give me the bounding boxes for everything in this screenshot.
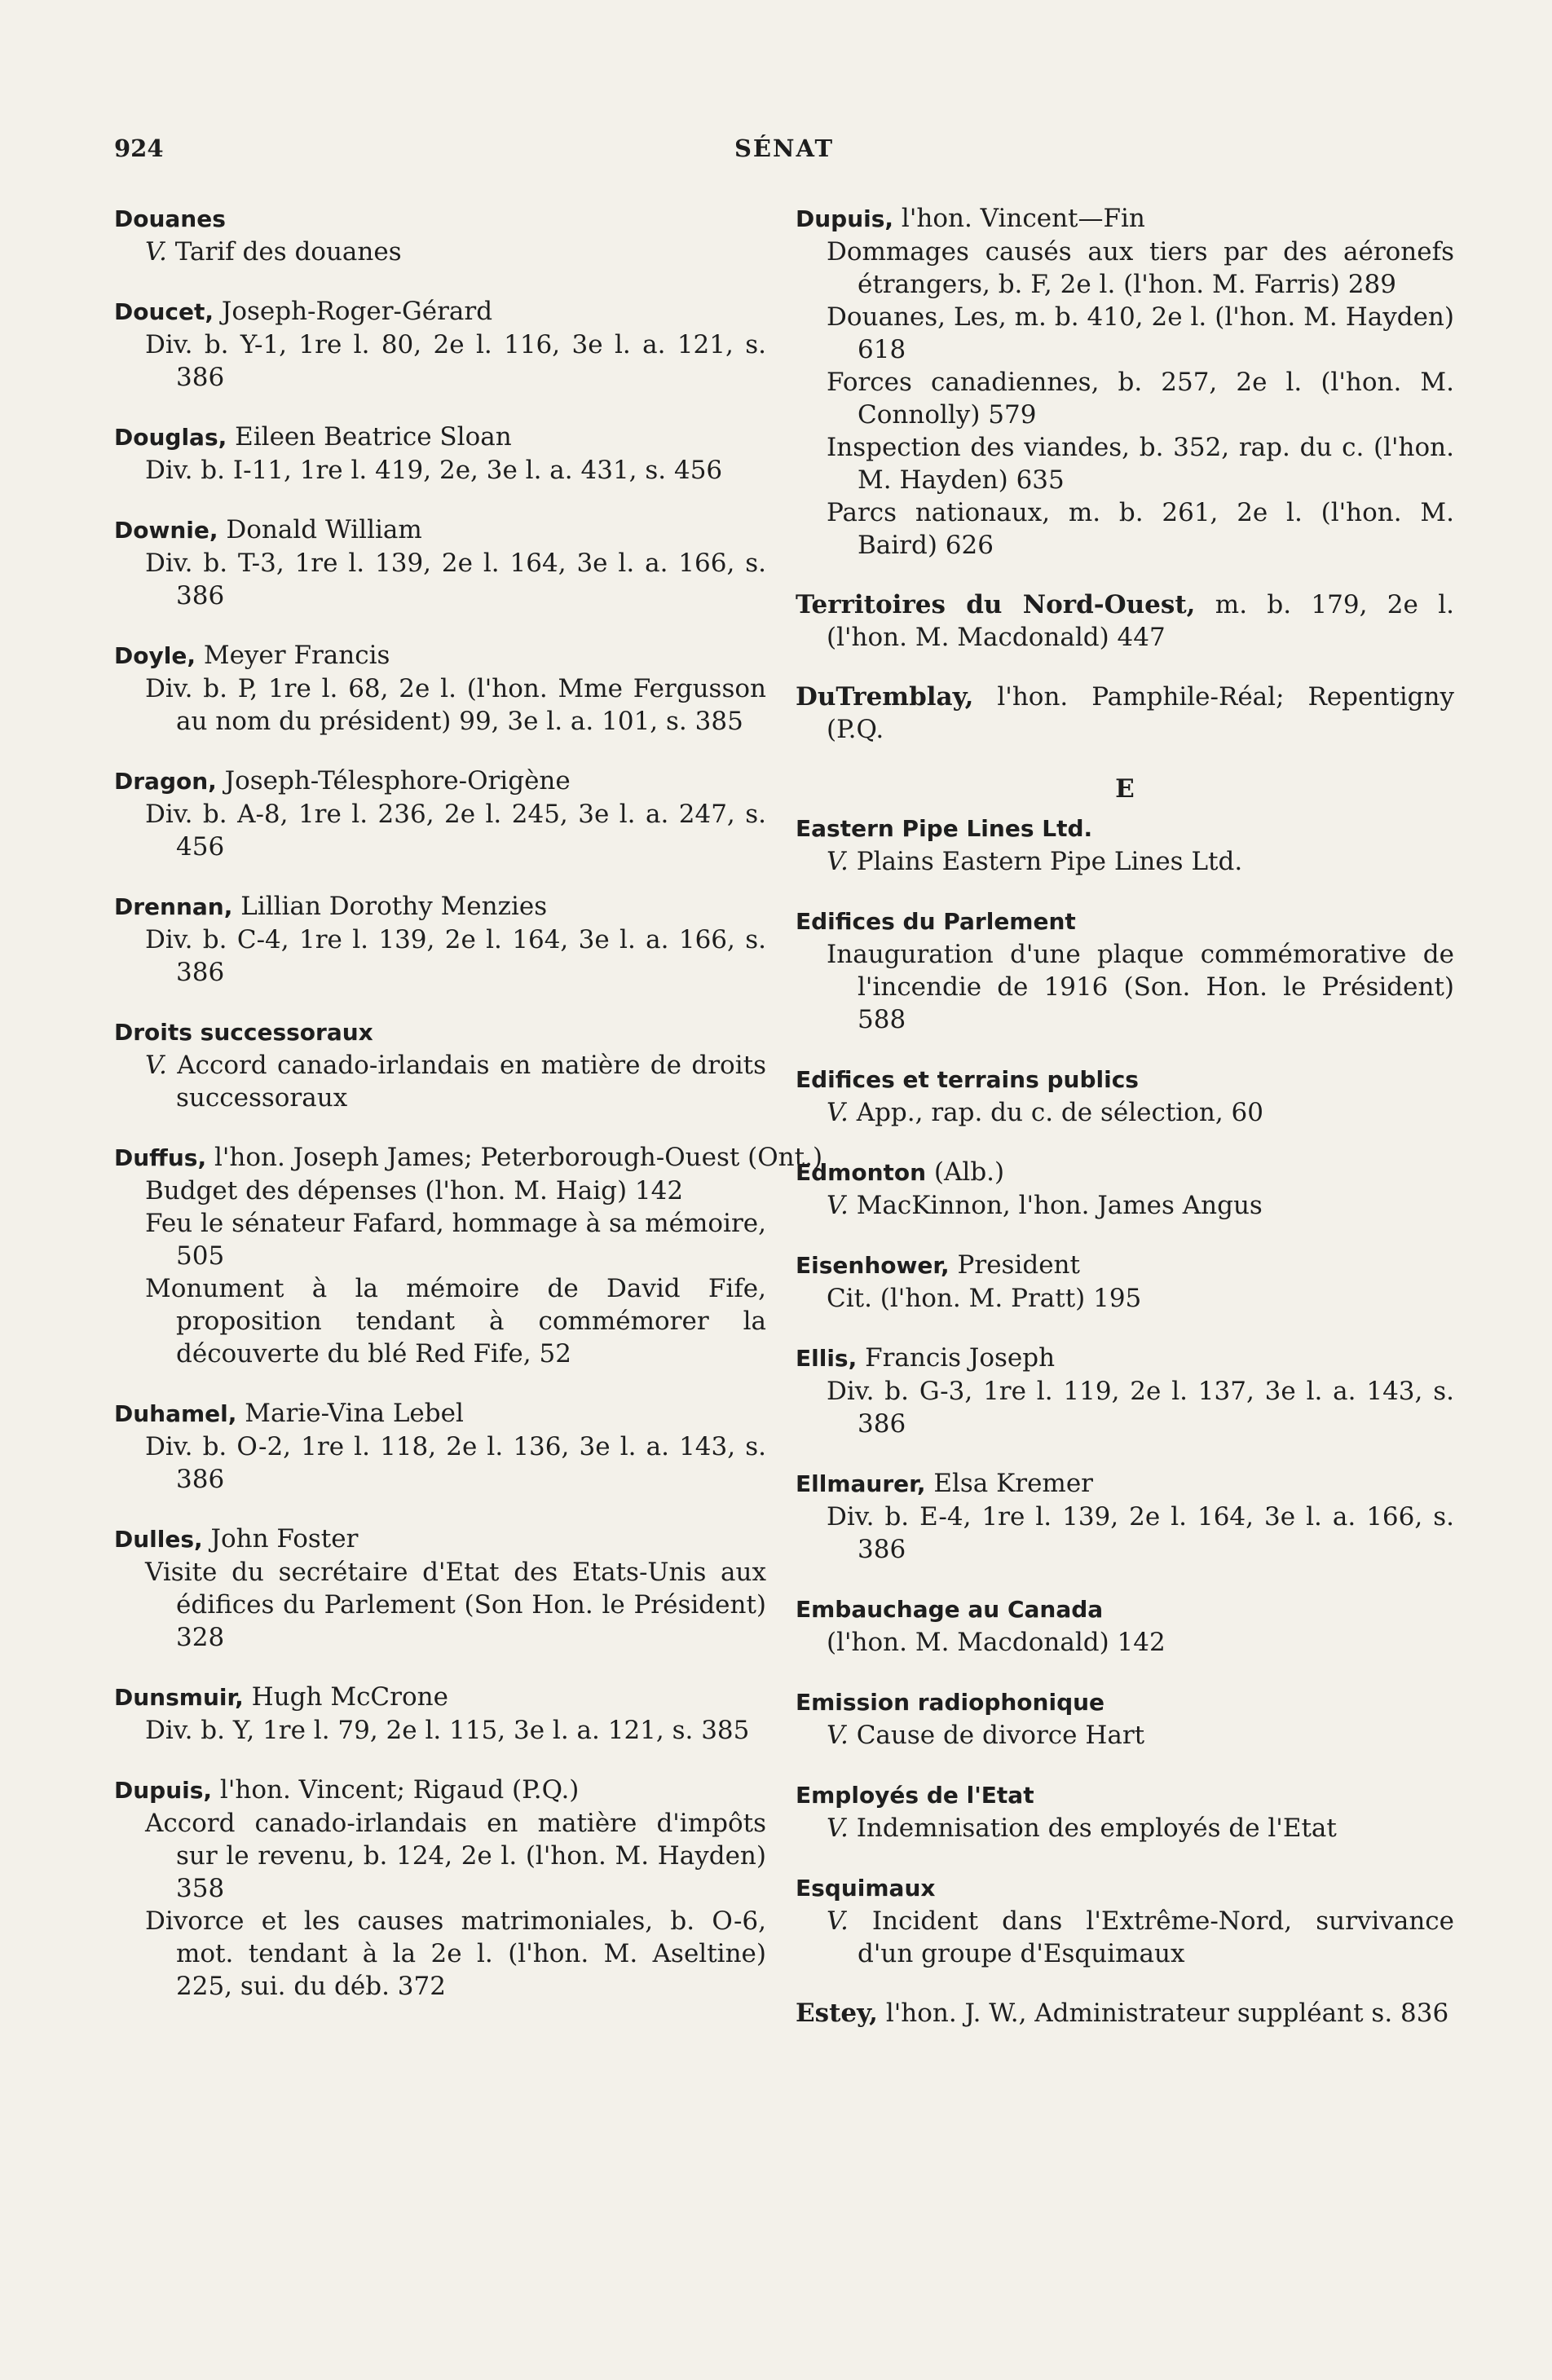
subentry (114, 547, 766, 612)
entry-term: Esquimaux (796, 1875, 936, 1902)
entry-term: Douanes (114, 205, 226, 232)
subentry-text: Incident dans l'Extrême-Nord, survivance d'un groupe d'Esquimaux (858, 1906, 1454, 1968)
entry-heading (796, 202, 1454, 236)
entry-qualifier: l'hon. Pamphile-Réal; Repentigny (P.Q. (827, 682, 1454, 744)
subentry-text: Inauguration d'une plaque commémorative de l'incendie de 1916 (Son. Hon. le Président) 588 (827, 940, 1454, 1034)
subentry-text: Feu le sénateur Fafard, hommage à sa mémoire, 505 (145, 1209, 766, 1271)
entry-qualifier: (Alb.) (926, 1157, 1005, 1187)
right-column (796, 202, 1454, 2056)
page-header (114, 134, 1454, 167)
subentry-text: Div. b. E-4, 1re l. 139, 2e l. 164, 3e l. a. 166, s. 386 (827, 1502, 1454, 1564)
entry-term: Territoires du Nord-Ouest, (796, 590, 1196, 619)
section-letter: E (1115, 774, 1135, 804)
entry-heading (114, 202, 766, 236)
entry-qualifier: Meyer Francis (195, 641, 390, 670)
entry-qualifier: l'hon. Vincent; Rigaud (P.Q.) (212, 1775, 580, 1805)
entry-qualifier: Hugh McCrone (243, 1682, 448, 1712)
subentry (796, 431, 1454, 496)
subentry-text: App., rap. du c. de sélection, 60 (856, 1098, 1263, 1127)
subentry-text: Forces canadiennes, b. 257, 2e l. (l'hon. M. Connolly) 579 (827, 368, 1454, 430)
entry-heading (796, 1593, 1454, 1626)
entry-term: Downie, (114, 517, 218, 544)
page-number: 924 (114, 134, 164, 162)
subentry-text: Indemnisation des employés de l'Etat (856, 1814, 1337, 1843)
entry-term: Eisenhower, (796, 1252, 950, 1279)
entry-term: Emission radiophonique (796, 1689, 1105, 1716)
entry-heading (796, 905, 1454, 938)
entry-heading (114, 1016, 766, 1049)
entry-heading (796, 1871, 1454, 1905)
see-reference (796, 845, 1454, 878)
subentry-text: MacKinnon, l'hon. James Angus (856, 1191, 1263, 1220)
entry-heading (796, 1467, 1454, 1501)
entry-qualifier: l'hon. Joseph James; Peterborough-Ouest (Ont.) (206, 1143, 823, 1172)
entry-heading (114, 513, 766, 547)
entry-qualifier: President (949, 1250, 1080, 1280)
subentry (114, 1807, 766, 1905)
index-entry (114, 513, 766, 612)
subentry-text: Accord canado-irlandais en matière de droits successoraux (176, 1051, 766, 1113)
index-entry (114, 295, 766, 394)
subentry (114, 1430, 766, 1496)
index-entry (114, 890, 766, 989)
see-marker: V. (827, 1098, 857, 1127)
entry-heading (796, 681, 1454, 746)
subentry (796, 1375, 1454, 1440)
see-marker: V. (827, 847, 857, 876)
index-entry (114, 1523, 766, 1654)
entry-term: Embauchage au Canada (796, 1596, 1104, 1623)
subentry (114, 1714, 766, 1747)
index-entry (796, 588, 1454, 654)
index-entry (796, 812, 1454, 878)
entry-term: Dragon, (114, 768, 217, 795)
subentry-text: Div. b. C-4, 1re l. 139, 2e l. 164, 3e l. a. 166, s. 386 (145, 925, 766, 987)
left-column (114, 202, 823, 2030)
subentry-text: Div. b. T-3, 1re l. 139, 2e l. 164, 3e l. a. 166, s. 386 (145, 549, 766, 610)
entry-term: Dupuis, (796, 205, 894, 232)
entry-heading (796, 1778, 1454, 1812)
index-entry (114, 421, 766, 487)
entry-term: Edifices du Parlement (796, 908, 1076, 935)
see-reference (796, 1096, 1454, 1129)
subentry-text: Div. b. A-8, 1re l. 236, 2e l. 245, 3e l. a. 247, s. 456 (145, 800, 766, 862)
subentry-text: Div. b. G-3, 1re l. 119, 2e l. 137, 3e l. a. 143, s. 386 (827, 1377, 1454, 1439)
entry-qualifier: Francis Joseph (857, 1343, 1056, 1373)
see-reference (796, 1905, 1454, 1970)
see-marker: V. (827, 1906, 872, 1936)
subentry-text: Douanes, Les, m. b. 410, 2e l. (l'hon. M. Hayden) 618 (827, 302, 1454, 364)
subentry (114, 1905, 766, 2003)
subentry (796, 496, 1454, 562)
entry-qualifier: l'hon. J. W., Administrateur suppléant s. 836 (877, 1999, 1449, 2028)
entry-heading (114, 890, 766, 923)
entry-heading (796, 588, 1454, 654)
subentry-text: Cit. (l'hon. M. Pratt) 195 (827, 1284, 1142, 1313)
entry-heading (796, 1342, 1454, 1375)
subentry-text: Dommages causés aux tiers par des aéronefs étrangers, b. F, 2e l. (l'hon. M. Farris) 289 (827, 237, 1454, 299)
entry-term: Employés de l'Etat (796, 1782, 1034, 1809)
entry-heading (114, 1523, 766, 1556)
entry-term: Drennan, (114, 893, 233, 920)
subentry (114, 454, 766, 487)
entry-qualifier: Joseph-Télesphore-Origène (216, 766, 571, 796)
index-entry (796, 1871, 1454, 1970)
index-entry (796, 1778, 1454, 1844)
entry-heading (796, 1063, 1454, 1096)
subentry (796, 236, 1454, 301)
subentry (114, 328, 766, 394)
entry-heading (114, 765, 766, 798)
index-entry (114, 1016, 766, 1114)
subentry-text: Div. b. Y-1, 1re l. 80, 2e l. 116, 3e l. a. 121, s. 386 (145, 330, 766, 392)
subentry-text: Div. b. P, 1re l. 68, 2e l. (l'hon. Mme Fergusson au nom du président) 99, 3e l. a. 101, s. 385 (145, 674, 766, 736)
entry-qualifier: Lillian Dorothy Menzies (232, 892, 548, 921)
subentry (796, 301, 1454, 366)
index-entry (114, 639, 766, 738)
entry-term: Duhamel, (114, 1400, 237, 1427)
index-entry (796, 681, 1454, 746)
index-entry (114, 765, 766, 863)
index-entry (114, 1397, 766, 1496)
entry-heading (796, 1997, 1454, 2030)
entry-qualifier: m. b. 179, 2e l. (l'hon. M. Macdonald) 447 (827, 590, 1454, 652)
subentry (114, 1272, 766, 1370)
index-entry (796, 202, 1454, 562)
entry-heading (114, 421, 766, 454)
index-entry (796, 1342, 1454, 1440)
index-entry (796, 1593, 1454, 1659)
subentry-text: Visite du secrétaire d'Etat des Etats-Unis aux édifices du Parlement (Son Hon. le Président) 328 (145, 1558, 766, 1652)
entry-heading (114, 1681, 766, 1714)
subentry (114, 672, 766, 738)
entry-term: Douglas, (114, 424, 227, 451)
index-entry (796, 1686, 1454, 1752)
see-reference (114, 236, 766, 268)
entry-heading (796, 1156, 1454, 1189)
subentry-text: Div. b. Y, 1re l. 79, 2e l. 115, 3e l. a. 121, s. 385 (145, 1716, 750, 1745)
subentry-text: Tarif des douanes (174, 237, 402, 267)
subentry (796, 1626, 1454, 1659)
subentry (796, 1282, 1454, 1315)
entry-heading (796, 1686, 1454, 1719)
index-entry (796, 1249, 1454, 1315)
entry-heading (796, 812, 1454, 845)
entry-term: Doyle, (114, 642, 196, 669)
entry-term: Edmonton (796, 1159, 927, 1186)
entry-heading (114, 1774, 766, 1807)
subentry-text: Monument à la mémoire de David Fife, proposition tendant à commémorer la découverte du blé Red Fife, 52 (145, 1274, 766, 1368)
entry-term: Dulles, (114, 1526, 203, 1553)
index-entry (796, 1063, 1454, 1129)
entry-term: DuTremblay, (796, 682, 974, 712)
see-reference (796, 1189, 1454, 1222)
subentry-text: Inspection des viandes, b. 352, rap. du c. (l'hon. M. Hayden) 635 (827, 433, 1454, 495)
entry-term: Duffus, (114, 1144, 207, 1171)
entry-qualifier: Joseph-Roger-Gérard (214, 297, 493, 326)
subentry (796, 1501, 1454, 1566)
entry-qualifier: John Foster (202, 1524, 359, 1554)
entry-qualifier: Elsa Kremer (925, 1469, 1093, 1498)
subentry-text: Parcs nationaux, m. b. 261, 2e l. (l'hon. M. Baird) 626 (827, 498, 1454, 560)
entry-term: Edifices et terrains publics (796, 1066, 1139, 1093)
subentry-text: Accord canado-irlandais en matière d'impôts sur le revenu, b. 124, 2e l. (l'hon. M. Hayden) 358 (145, 1809, 766, 1903)
see-marker: V. (827, 1721, 857, 1750)
see-marker: V. (827, 1191, 857, 1220)
see-marker: V. (827, 1814, 857, 1843)
index-entry (114, 202, 766, 268)
subentry-text: Budget des dépenses (l'hon. M. Haig) 142 (145, 1176, 684, 1205)
index-entry (114, 1774, 766, 2003)
right-column-part-d (796, 202, 1454, 746)
entry-term: Ellmaurer, (796, 1470, 926, 1497)
subentry-text: Plains Eastern Pipe Lines Ltd. (856, 847, 1243, 876)
index-entry (114, 1141, 823, 1370)
subentry (114, 1556, 766, 1654)
entry-term: Estey, (796, 1999, 878, 2028)
subentry-text: Div. b. I-11, 1re l. 419, 2e, 3e l. a. 431, s. 456 (145, 456, 723, 485)
entry-term: Eastern Pipe Lines Ltd. (796, 815, 1093, 842)
entry-term: Dupuis, (114, 1777, 213, 1804)
running-title: SÉNAT (734, 134, 835, 162)
index-entry (796, 1156, 1454, 1222)
subentry (796, 938, 1454, 1036)
subentry (114, 798, 766, 863)
subentry-text: Divorce et les causes matrimoniales, b. O-6, mot. tendant à la 2e l. (l'hon. M. Aseltine) 225, sui. du déb. 372 (145, 1906, 766, 2001)
subentry (796, 366, 1454, 431)
entry-heading (114, 1397, 766, 1430)
subentry (114, 1207, 766, 1272)
see-reference (796, 1812, 1454, 1844)
subentry (114, 923, 766, 989)
index-entry (796, 1467, 1454, 1566)
entry-term: Droits successoraux (114, 1019, 373, 1046)
entry-heading (114, 1141, 823, 1175)
entry-term: Ellis, (796, 1345, 858, 1372)
entry-term: Dunsmuir, (114, 1684, 244, 1711)
entry-qualifier: Eileen Beatrice Sloan (227, 422, 512, 452)
entry-term: Doucet, (114, 298, 214, 325)
entry-qualifier: l'hon. Vincent—Fin (893, 204, 1145, 233)
subentry-text: Div. b. O-2, 1re l. 118, 2e l. 136, 3e l. a. 143, s. 386 (145, 1432, 766, 1494)
entry-heading (114, 639, 766, 672)
entry-qualifier: Donald William (218, 515, 422, 544)
see-marker: V. (145, 237, 175, 267)
index-entry (114, 1681, 766, 1747)
see-marker: V. (145, 1051, 178, 1080)
entry-qualifier: Marie-Vina Lebel (236, 1399, 464, 1428)
see-reference (114, 1049, 766, 1114)
subentry (114, 1175, 766, 1207)
see-reference (796, 1719, 1454, 1752)
entry-heading (796, 1249, 1454, 1282)
index-entry (796, 905, 1454, 1036)
subentry-text: (l'hon. M. Macdonald) 142 (827, 1628, 1166, 1657)
subentry-text: Cause de divorce Hart (856, 1721, 1145, 1750)
right-column-part-e (796, 812, 1454, 2030)
index-entry (796, 1997, 1454, 2030)
entry-heading (114, 295, 766, 328)
